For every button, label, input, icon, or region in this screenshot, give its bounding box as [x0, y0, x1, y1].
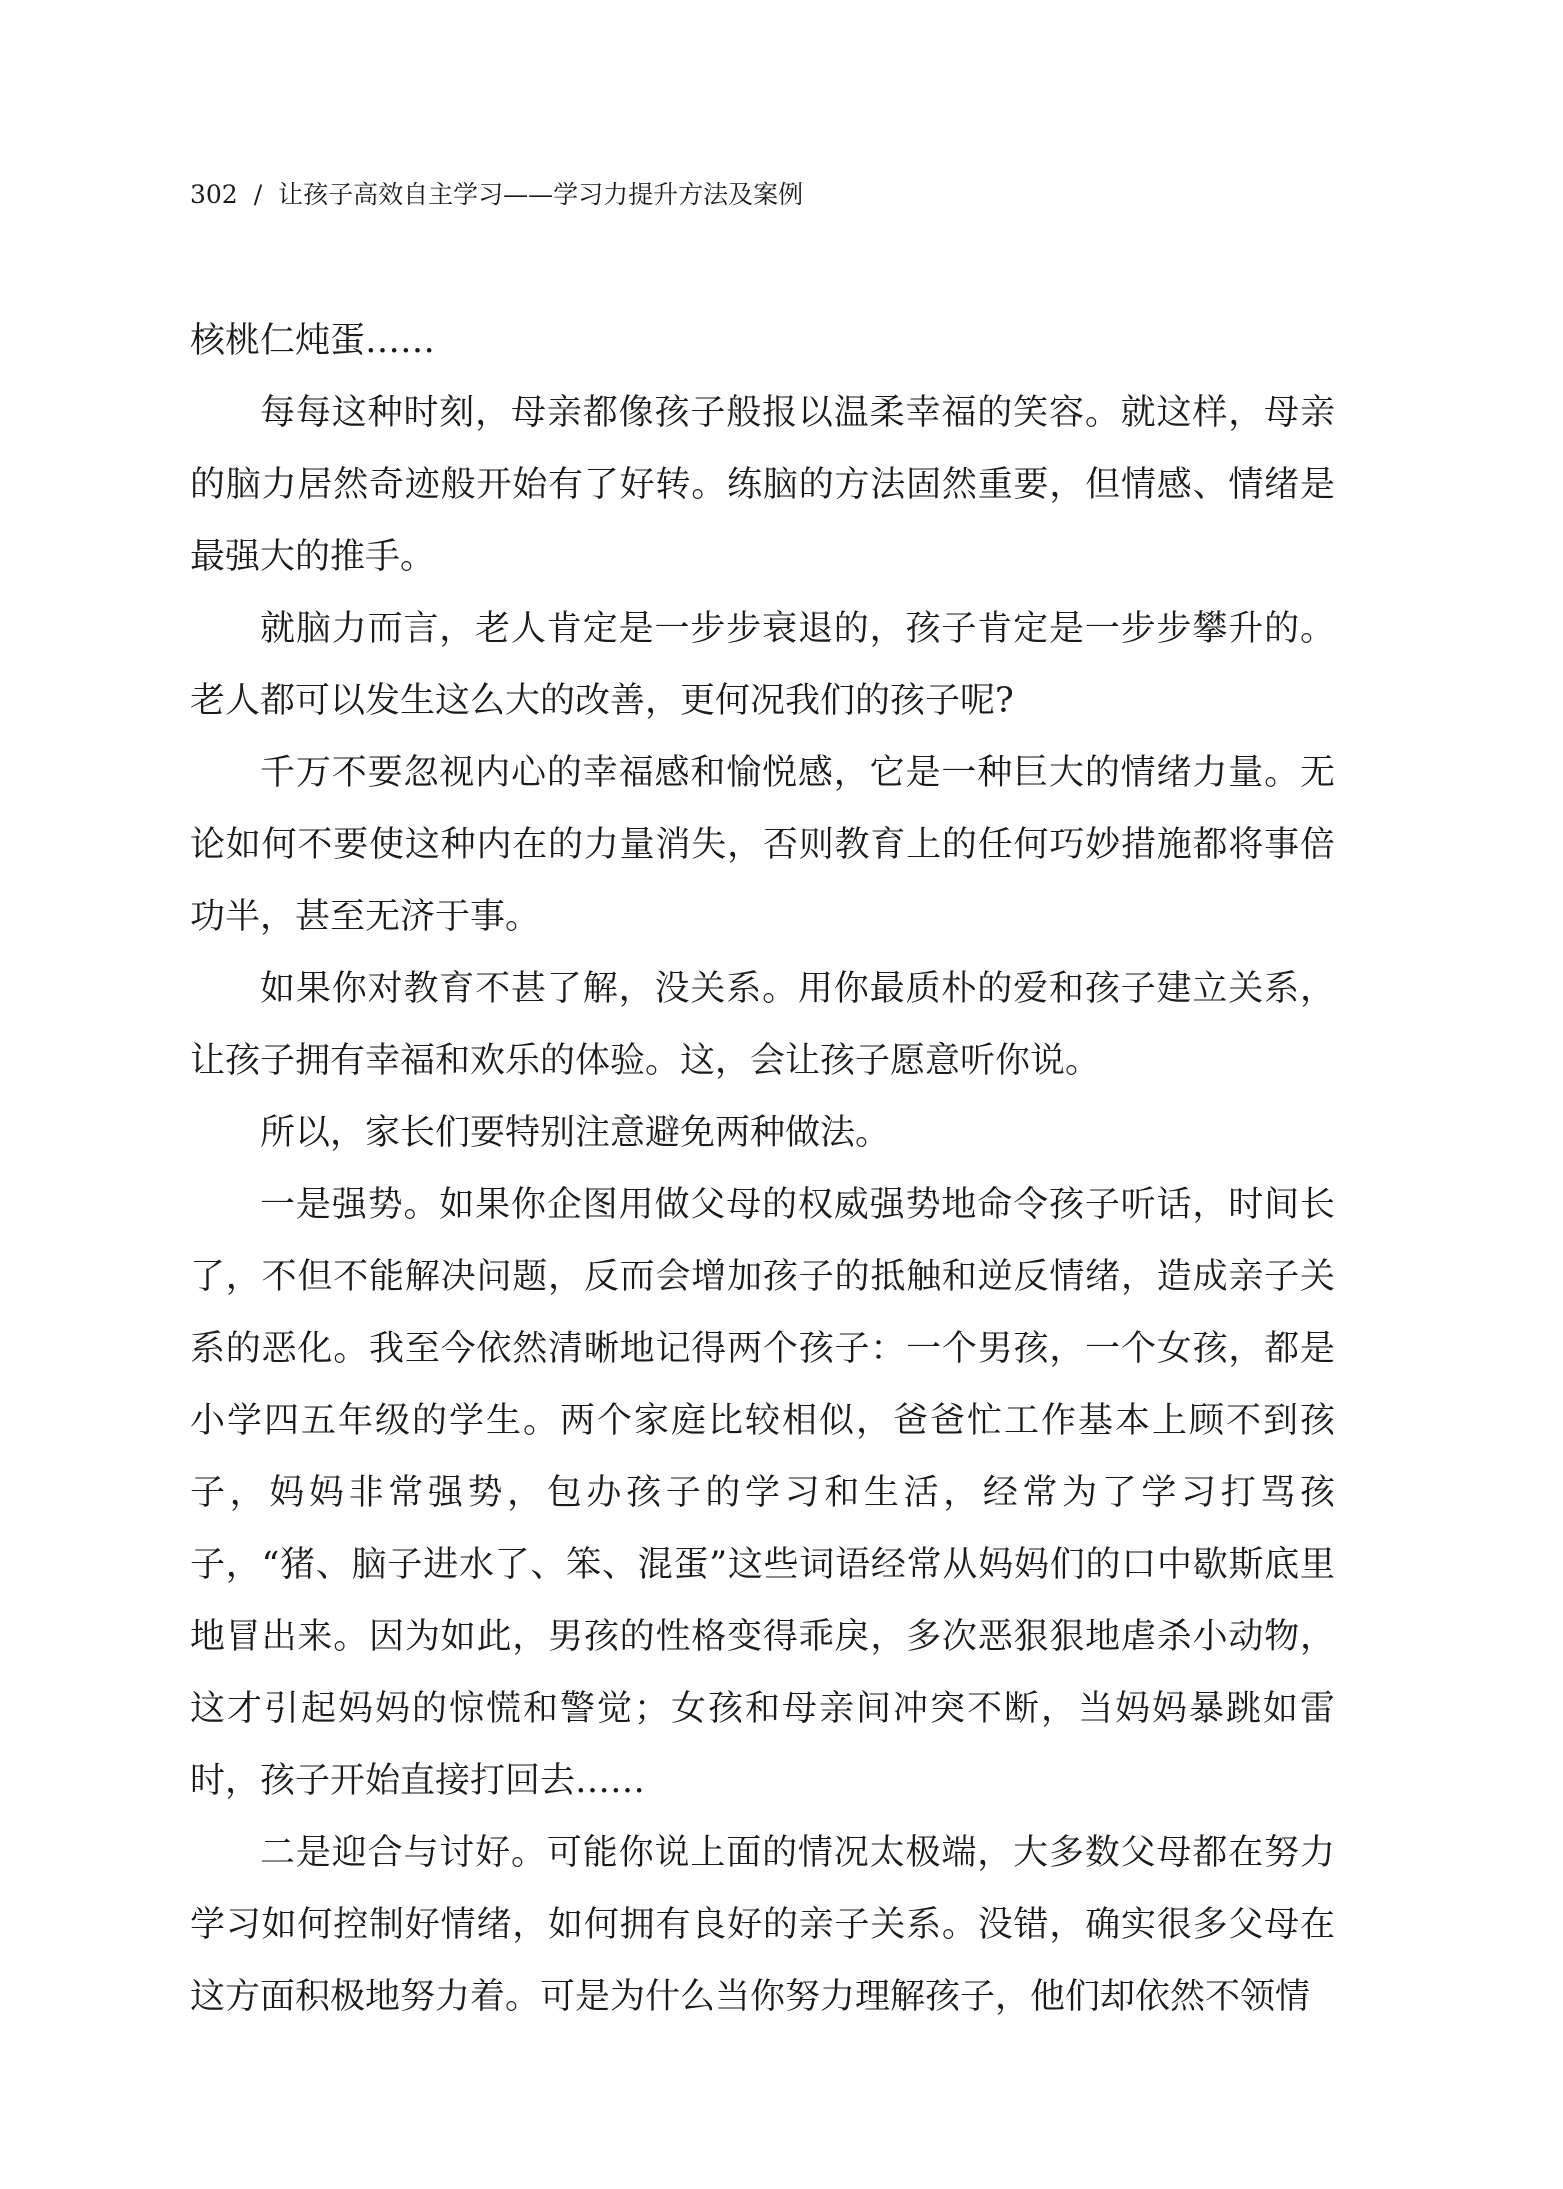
body-text: [190, 305, 1335, 2033]
paragraph: 如果你对教育不甚了解，没关系。用你最质朴的爱和孩子建立关系，让孩子拥有幸福和欢乐的体验。这，会让孩子愿意听你说。: [190, 969, 1335, 1081]
page-number: 302: [190, 180, 238, 209]
running-head-separator: /: [253, 180, 263, 209]
paragraph: 所以，家长们要特别注意避免两种做法。: [260, 1113, 891, 1153]
book-title: 让孩子高效自主学习——学习力提升方法及案例: [278, 180, 804, 209]
paragraph: 每每这种时刻，母亲都像孩子般报以温柔幸福的笑容。就这样，母亲的脑力居然奇迹般开始有了好转。练脑的方法固然重要，但情感、情绪是最强大的推手。: [190, 393, 1335, 577]
paragraph: 就脑力而言，老人肯定是一步步衰退的，孩子肯定是一步步攀升的。老人都可以发生这么大的改善，更何况我们的孩子呢?: [190, 609, 1335, 721]
paragraph: 千万不要忽视内心的幸福感和愉悦感，它是一种巨大的情绪力量。无论如何不要使这种内在的力量消失，否则教育上的任何巧妙措施都将事倍功半，甚至无济于事。: [190, 753, 1335, 937]
running-head: [190, 178, 803, 212]
paragraph: 一是强势。如果你企图用做父母的权威强势地命令孩子听话，时间长了，不但不能解决问题，反而会增加孩子的抵触和逆反情绪，造成亲子关系的恶化。我至今依然清晰地记得两个孩子：一个男孩，一个女孩，都是小学四五年级的学生。两个家庭比较相似，爸爸忙工作基本上顾不到孩子，妈妈非常强势，包办孩子的学习和生活，经常为了学习打骂孩子，“猪、脑子进水了、笨、混蛋”这些词语经常从妈妈们的口中歇斯底里地冒出来。因为如此，男孩的性格变得乖戾，多次恶狠狠地虐杀小动物，这才引起妈妈的惊慌和警觉；女孩和母亲间冲突不断，当妈妈暴跳如雷时，孩子开始直接打回去……: [190, 1185, 1335, 1801]
paragraph-continued: 核桃仁炖蛋……: [190, 321, 436, 361]
paragraph: 二是迎合与讨好。可能你说上面的情况太极端，大多数父母都在努力学习如何控制好情绪，如何拥有良好的亲子关系。没错，确实很多父母在这方面积极地努力着。可是为什么当你努力理解孩子，他们却依然不领情: [190, 1833, 1335, 2017]
